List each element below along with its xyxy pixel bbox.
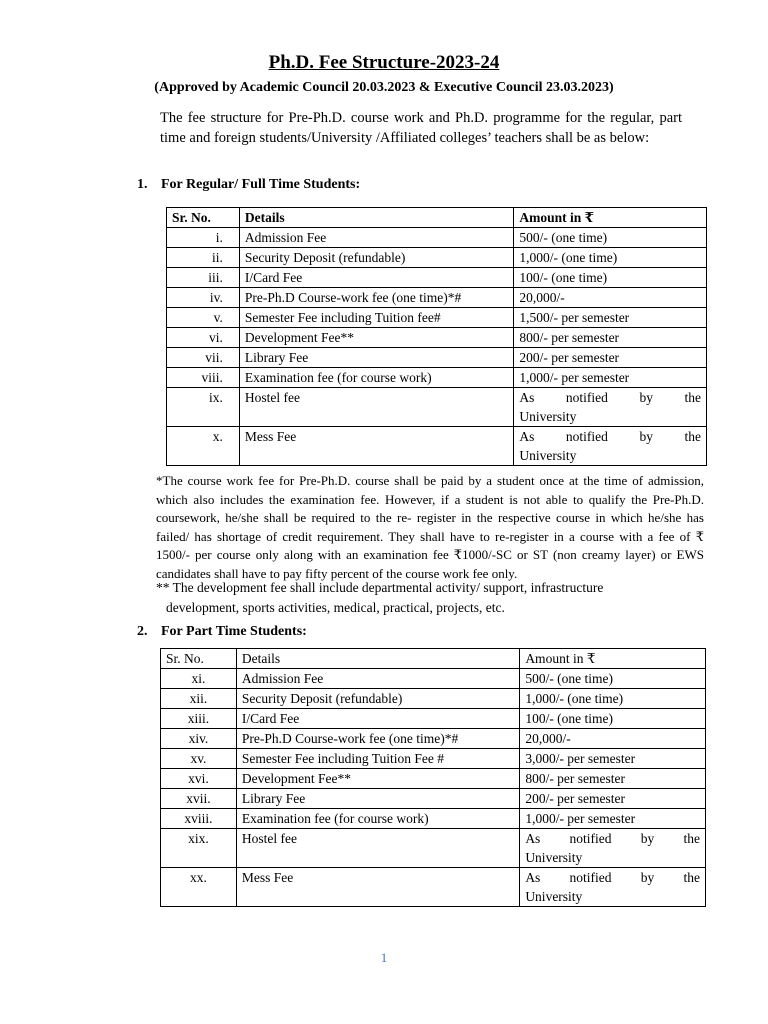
- amount: 1,500/- per semester: [514, 308, 707, 328]
- course-work-footnote: *The course work fee for Pre-Ph.D. course shall be paid by a student once at the time of admission, which also includes the examination fee. However, if a student is not able to qualify the Pre-Ph.D. coursework, he/she shall be required to the re- register in the respective course in which he/she has failed/ has shortage of credit requirement. They shall have to re-register in a course with a fee of ₹ 1500/- per course only along with an examination fee ₹1000/-SC or ST (non creamy layer) or EWS candidates shall have to pay fifty percent of the course work fee only.: [156, 473, 704, 581]
- amount: [520, 829, 706, 868]
- table-row: [161, 749, 706, 769]
- amount: 200/- per semester: [520, 789, 706, 809]
- amount: 1,000/- (one time): [520, 689, 706, 709]
- table-row: [161, 729, 706, 749]
- table-row: [167, 288, 707, 308]
- amount-line: As notified by the: [525, 870, 700, 885]
- table-row: [161, 789, 706, 809]
- details: Pre-Ph.D Course-work fee (one time)*#: [236, 729, 519, 749]
- section-number: 1.: [137, 177, 148, 192]
- amount: 1,000/- per semester: [514, 368, 707, 388]
- development-fee-footnote: [156, 578, 696, 618]
- column-header: Details: [239, 208, 513, 228]
- amount: 100/- (one time): [520, 709, 706, 729]
- sr-no: xvi.: [161, 769, 237, 789]
- sr-no: xii.: [161, 689, 237, 709]
- details: Development Fee**: [236, 769, 519, 789]
- table-row: [167, 368, 707, 388]
- footnote-line: ** The development fee shall include departmental activity/ support, infrastructure: [156, 580, 604, 595]
- amount: 500/- (one time): [520, 669, 706, 689]
- amount: 20,000/-: [514, 288, 707, 308]
- sr-no: viii.: [167, 368, 240, 388]
- sr-no: x.: [167, 427, 240, 466]
- column-header: Sr. No.: [161, 649, 237, 669]
- footnote-line: development, sports activities, medical, practical, projects, etc.: [166, 600, 505, 615]
- page-number: 1: [380, 950, 388, 965]
- amount-line: University: [525, 889, 583, 904]
- amount: 800/- per semester: [514, 328, 707, 348]
- table-header-row: [161, 649, 706, 669]
- details: I/Card Fee: [239, 268, 513, 288]
- amount: [520, 868, 706, 907]
- amount: 1,000/- (one time): [514, 248, 707, 268]
- details: Development Fee**: [239, 328, 513, 348]
- details: Hostel fee: [236, 829, 519, 868]
- sr-no: v.: [167, 308, 240, 328]
- sr-no: xx.: [161, 868, 237, 907]
- table-row: [167, 268, 707, 288]
- details: I/Card Fee: [236, 709, 519, 729]
- table-row: [161, 809, 706, 829]
- column-header: Sr. No.: [167, 208, 240, 228]
- regular-fee-table: [166, 207, 707, 466]
- amount: [514, 427, 707, 466]
- amount-line: As notified by the: [519, 390, 701, 405]
- details: Security Deposit (refundable): [236, 689, 519, 709]
- table-row: [167, 348, 707, 368]
- details: Examination fee (for course work): [236, 809, 519, 829]
- amount: 100/- (one time): [514, 268, 707, 288]
- column-header: Amount in ₹: [520, 649, 706, 669]
- details: Admission Fee: [239, 228, 513, 248]
- table-row: [167, 308, 707, 328]
- table-row: [161, 689, 706, 709]
- sr-no: xi.: [161, 669, 237, 689]
- table-row: [161, 709, 706, 729]
- details: Semester Fee including Tuition fee#: [239, 308, 513, 328]
- column-header: Details: [236, 649, 519, 669]
- sr-no: ix.: [167, 388, 240, 427]
- page-title: Ph.D. Fee Structure-2023-24: [268, 52, 500, 73]
- column-header: Amount in ₹: [514, 208, 707, 228]
- sr-no: xv.: [161, 749, 237, 769]
- table-row: [167, 228, 707, 248]
- section-title: For Regular/ Full Time Students:: [161, 177, 361, 192]
- sr-no: iii.: [167, 268, 240, 288]
- sr-no: xiii.: [161, 709, 237, 729]
- amount-line: As notified by the: [519, 429, 701, 444]
- amount-line: University: [519, 409, 577, 424]
- details: Library Fee: [236, 789, 519, 809]
- table-row: [167, 427, 707, 466]
- details: Examination fee (for course work): [239, 368, 513, 388]
- amount: 500/- (one time): [514, 228, 707, 248]
- table-row: [167, 328, 707, 348]
- section-title: For Part Time Students:: [161, 624, 307, 639]
- details: Mess Fee: [239, 427, 513, 466]
- details: Admission Fee: [236, 669, 519, 689]
- details: Security Deposit (refundable): [239, 248, 513, 268]
- table-row: [167, 388, 707, 427]
- details: Semester Fee including Tuition Fee #: [236, 749, 519, 769]
- table-header-row: [167, 208, 707, 228]
- amount: 200/- per semester: [514, 348, 707, 368]
- details: Library Fee: [239, 348, 513, 368]
- sr-no: xiv.: [161, 729, 237, 749]
- table-row: [161, 769, 706, 789]
- sr-no: xix.: [161, 829, 237, 868]
- amount-line: University: [519, 448, 577, 463]
- table-row: [161, 669, 706, 689]
- amount: 800/- per semester: [520, 769, 706, 789]
- amount: [514, 388, 707, 427]
- amount: 3,000/- per semester: [520, 749, 706, 769]
- sr-no: i.: [167, 228, 240, 248]
- sr-no: xviii.: [161, 809, 237, 829]
- amount: 20,000/-: [520, 729, 706, 749]
- table-row: [167, 248, 707, 268]
- sr-no: iv.: [167, 288, 240, 308]
- sr-no: vi.: [167, 328, 240, 348]
- table-row: [161, 868, 706, 907]
- section-1-heading: [137, 177, 360, 193]
- sr-no: ii.: [167, 248, 240, 268]
- details: Hostel fee: [239, 388, 513, 427]
- amount-line: As notified by the: [525, 831, 700, 846]
- part-time-fee-table: [160, 648, 706, 907]
- section-2-heading: [137, 624, 307, 640]
- details: Pre-Ph.D Course-work fee (one time)*#: [239, 288, 513, 308]
- approval-subtitle: (Approved by Academic Council 20.03.2023 & Executive Council 23.03.2023): [154, 80, 614, 95]
- amount: 1,000/- per semester: [520, 809, 706, 829]
- intro-paragraph: The fee structure for Pre-Ph.D. course work and Ph.D. programme for the regular, part time and foreign students/University /Affiliated colleges’ teachers shall be as below:: [160, 110, 682, 146]
- sr-no: xvii.: [161, 789, 237, 809]
- section-number: 2.: [137, 624, 148, 639]
- table-row: [161, 829, 706, 868]
- sr-no: vii.: [167, 348, 240, 368]
- details: Mess Fee: [236, 868, 519, 907]
- amount-line: University: [525, 850, 583, 865]
